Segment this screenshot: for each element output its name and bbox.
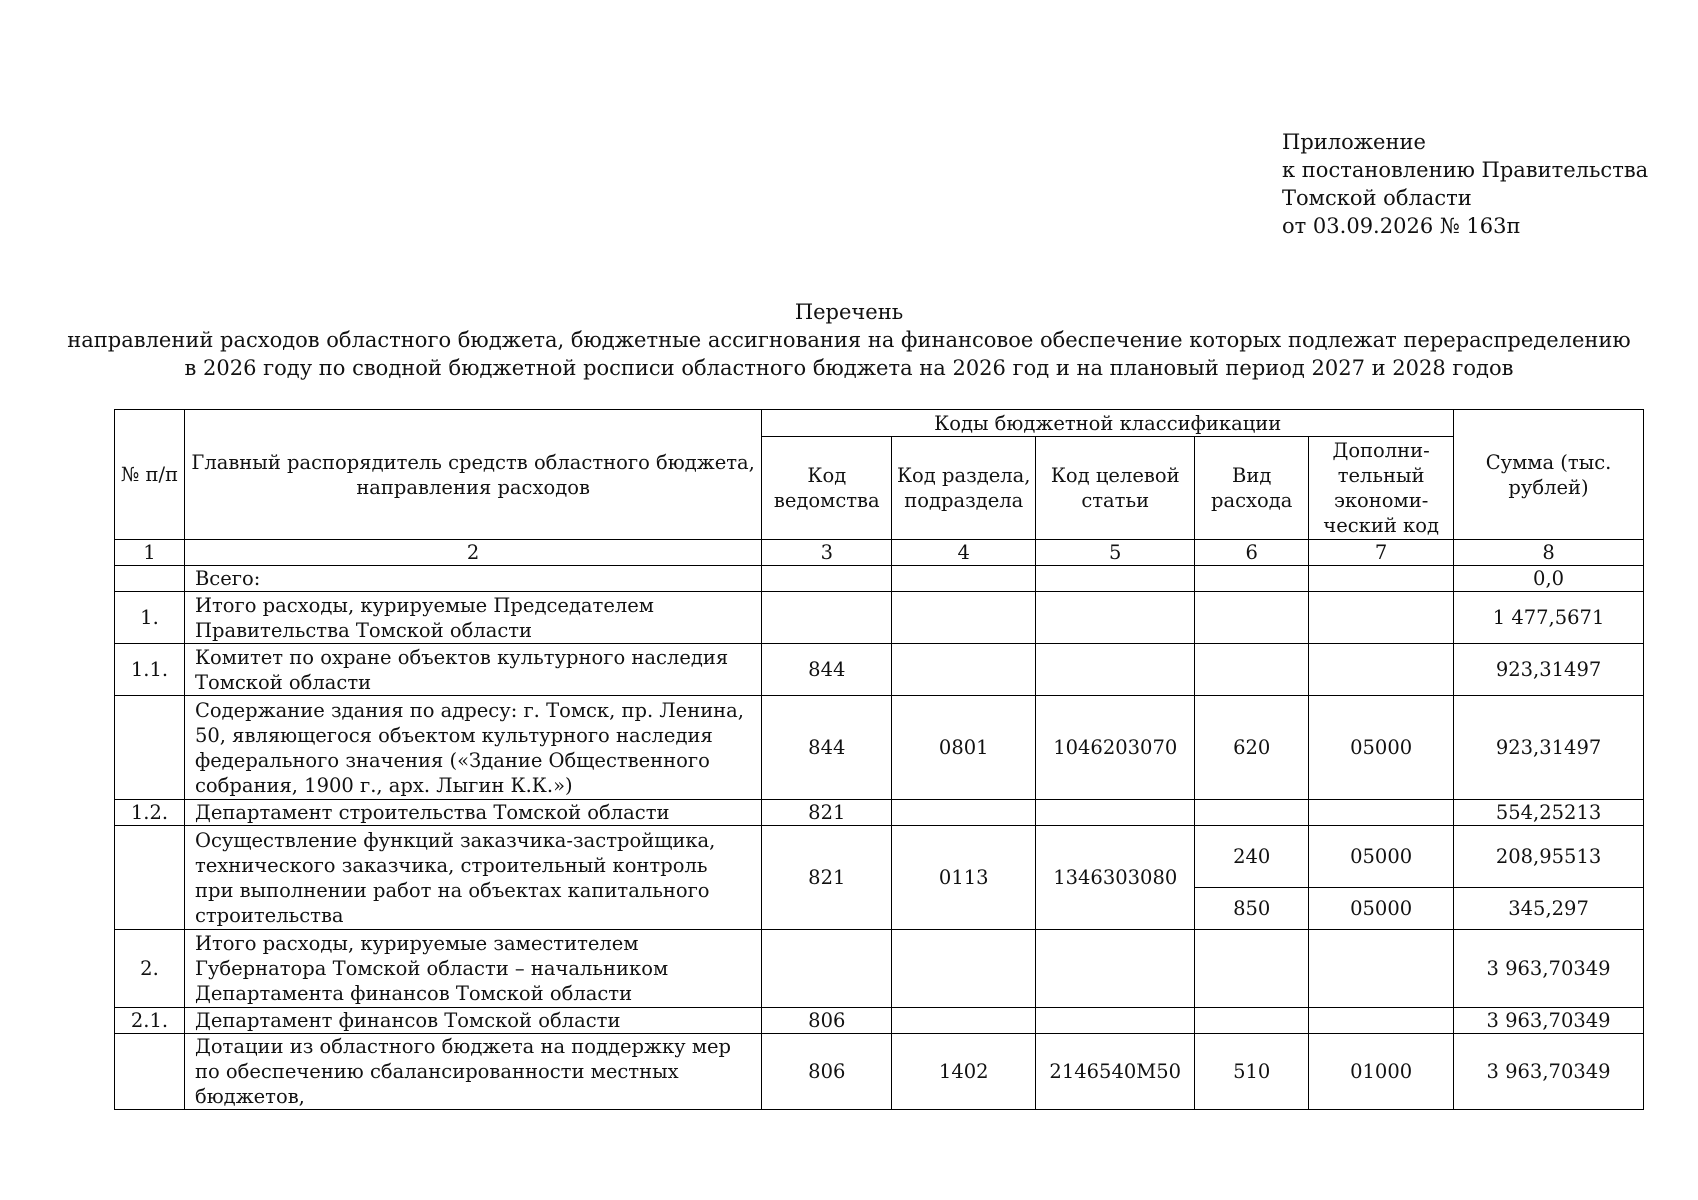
row-econ: 05000 — [1309, 826, 1454, 888]
row-sum: 3 963,70349 — [1454, 1034, 1644, 1110]
row-name: Департамент строительства Томской области — [184, 800, 761, 826]
header-econ: Дополни-тельный экономи-ческий код — [1309, 437, 1454, 540]
col-number: 2 — [184, 540, 761, 566]
row-expense-type: 620 — [1195, 696, 1309, 800]
row-expense-type: 240 — [1195, 826, 1309, 888]
row-target: 1346303080 — [1036, 826, 1195, 930]
col-number: 7 — [1309, 540, 1454, 566]
table-row — [115, 800, 1644, 826]
row-section: 0113 — [892, 826, 1036, 930]
attachment-line: к постановлению Правительства — [1282, 158, 1649, 182]
header-section: Код раздела, подраздела — [892, 437, 1036, 540]
budget-table — [114, 409, 1644, 1110]
col-number: 3 — [762, 540, 892, 566]
row-econ: 05000 — [1309, 696, 1454, 800]
table-row — [115, 1008, 1644, 1034]
row-dept: 806 — [762, 1008, 892, 1034]
col-number: 8 — [1454, 540, 1644, 566]
table-row — [115, 826, 1644, 888]
row-dept: 821 — [762, 800, 892, 826]
table-row — [115, 1034, 1644, 1110]
row-name: Всего: — [184, 566, 761, 592]
row-name: Итого расходы, курируемые заместителем Губернатора Томской области – начальником Департамента финансов Томской области — [184, 930, 761, 1008]
row-section: 0801 — [892, 696, 1036, 800]
row-num: 1.2. — [115, 800, 185, 826]
col-number: 5 — [1036, 540, 1195, 566]
header-codes-group: Коды бюджетной классификации — [762, 410, 1454, 437]
row-expense-type: 510 — [1195, 1034, 1309, 1110]
header-target: Код целевой статьи — [1036, 437, 1195, 540]
row-sum: 208,95513 — [1454, 826, 1644, 888]
row-sum: 0,0 — [1454, 566, 1644, 592]
row-name: Осуществление функций заказчика-застройщика, технического заказчика, строительный контроль при выполнении работ на объектах капитального строительства — [184, 826, 761, 930]
row-sum: 345,297 — [1454, 888, 1644, 930]
document-title — [0, 298, 1698, 382]
row-dept: 806 — [762, 1034, 892, 1110]
row-sum: 554,25213 — [1454, 800, 1644, 826]
table-row — [115, 566, 1644, 592]
header-expense-type: Вид расхода — [1195, 437, 1309, 540]
header-name: Главный распорядитель средств областного бюджета, направления расходов — [184, 410, 761, 540]
row-section: 1402 — [892, 1034, 1036, 1110]
column-numbers-row — [115, 540, 1644, 566]
row-econ: 01000 — [1309, 1034, 1454, 1110]
row-target: 2146540M50 — [1036, 1034, 1195, 1110]
row-sum: 1 477,5671 — [1454, 592, 1644, 644]
col-number: 4 — [892, 540, 1036, 566]
row-dept: 844 — [762, 644, 892, 696]
row-name: Департамент финансов Томской области — [184, 1008, 761, 1034]
row-num: 2.1. — [115, 1008, 185, 1034]
row-sum: 923,31497 — [1454, 644, 1644, 696]
title-line: в 2026 году по сводной бюджетной росписи областного бюджета на 2026 год и на плановый период 2027 и 2028 годов — [184, 356, 1514, 380]
attachment-line: Приложение — [1282, 130, 1426, 154]
row-num: 1. — [115, 592, 185, 644]
row-sum: 3 963,70349 — [1454, 930, 1644, 1008]
row-num: 1.1. — [115, 644, 185, 696]
row-num — [115, 566, 185, 592]
header-num: № п/п — [115, 410, 185, 540]
attachment-block — [1282, 128, 1648, 240]
row-dept: 844 — [762, 696, 892, 800]
row-name: Содержание здания по адресу: г. Томск, пр. Ленина, 50, являющегося объектом культурного наследия федерального значения («Здание Общественного собрания, 1900 г., арх. Лыгин К.К.») — [184, 696, 761, 800]
header-dept: Код ведомства — [762, 437, 892, 540]
table-row — [115, 696, 1644, 800]
table-row — [115, 644, 1644, 696]
col-number: 6 — [1195, 540, 1309, 566]
row-dept: 821 — [762, 826, 892, 930]
row-sum: 923,31497 — [1454, 696, 1644, 800]
col-number: 1 — [115, 540, 185, 566]
table-row — [115, 930, 1644, 1008]
title-line: Перечень — [794, 300, 904, 324]
attachment-date: от 03.09.2026 № 163п — [1282, 214, 1521, 238]
row-num: 2. — [115, 930, 185, 1008]
attachment-line: Томской области — [1282, 186, 1472, 210]
row-expense-type: 850 — [1195, 888, 1309, 930]
row-econ: 05000 — [1309, 888, 1454, 930]
row-sum: 3 963,70349 — [1454, 1008, 1644, 1034]
row-name: Комитет по охране объектов культурного наследия Томской области — [184, 644, 761, 696]
table-row — [115, 592, 1644, 644]
row-target: 1046203070 — [1036, 696, 1195, 800]
title-line: направлений расходов областного бюджета, бюджетные ассигнования на финансовое обеспечение которых подлежат перераспределению — [67, 328, 1631, 352]
header-sum: Сумма (тыс. рублей) — [1454, 410, 1644, 540]
row-name: Дотации из областного бюджета на поддержку мер по обеспечению сбалансированности местных бюджетов, — [184, 1034, 761, 1110]
row-name: Итого расходы, курируемые Председателем Правительства Томской области — [184, 592, 761, 644]
